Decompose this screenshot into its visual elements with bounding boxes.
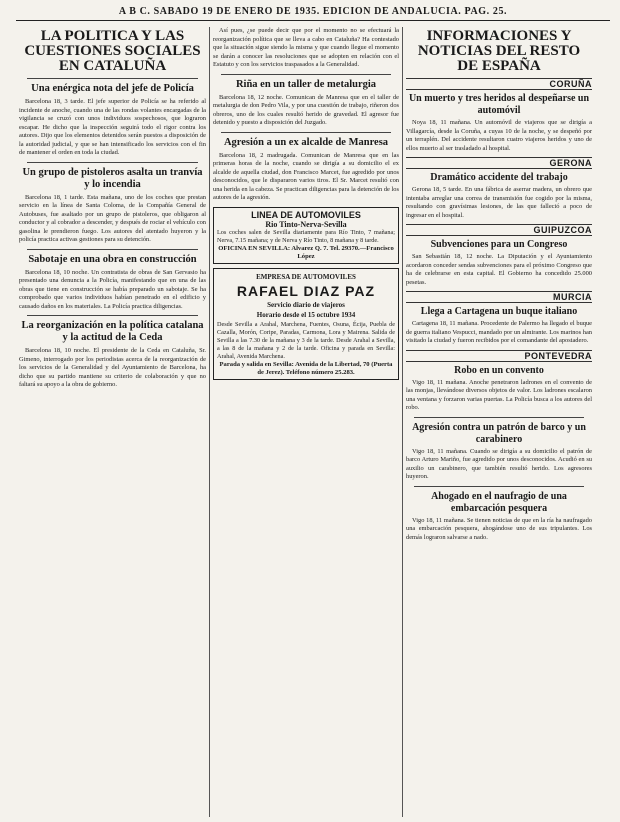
ad-service: Servicio diario de viajeros — [267, 300, 345, 309]
article-title: Una enérgica nota del jefe de Policía — [31, 83, 194, 94]
news-item — [406, 491, 592, 543]
ad-body: Los coches salen de Sevilla diariamente para Río Tinto, 7 mañana; Nerva, 7.15 mañana; y de Nerva y Río Tinto, 8 mañana y 8 tarde. — [217, 228, 395, 244]
ad-bus-line — [213, 207, 399, 264]
article — [19, 254, 206, 312]
news-item — [406, 350, 592, 413]
news-body: Vigo 18, 11 mañana. Cuando se dirigía a su domicilio el patrón de barco Arturo Mariño, fue agredido por unos desconocidos. Acudió en su auxilio un carabinero, que también resultó herido. Los agresores huyeron. — [406, 447, 592, 480]
article-title: Agresión a un ex alcalde de Manresa — [223, 136, 389, 148]
article — [19, 167, 206, 245]
divider — [27, 78, 198, 79]
news-body: Vigo 18, 11 mañana. Anoche penetraron ladrones en el convento de las monjas, llevándose diversos objetos de valor. Los ladrones escalaron una ventana y forzaron varias puertas. La Policía busca a los autores del robo. — [406, 378, 592, 411]
divider — [221, 132, 391, 133]
ad-title: LINEA DE AUTOMOVILES — [251, 209, 361, 220]
article — [19, 83, 206, 158]
ad-rafael-diaz-paz — [213, 268, 399, 380]
column-1 — [16, 27, 209, 817]
news-body: San Sebastián 18, 12 noche. La Diputación y el Ayuntamiento acordaron conceder sendas subvenciones para el próximo Congreso que ha de celebrarse en esta capital. El Gobierno ha concedido 25.000 pesetas. — [406, 253, 592, 286]
news-title: Ahogado en el naufragio de una embarcación pesquera — [431, 490, 567, 514]
running-head: A B C. SABADO 19 DE ENERO DE 1935. EDICION DE ANDALUCIA. PAG. 25. — [16, 4, 610, 21]
news-title: Un muerto y tres heridos al despeñarse un automóvil — [408, 93, 590, 116]
news-title: Dramático accidente del trabajo — [430, 172, 568, 183]
article-body: Barcelona 18, 3 tarde. El jefe superior de Policía se ha referido al incidente de anoche, cuando una de las rondas volantes encargadas de la vigilancia se cruzó con unos individuos sospechosos, que lograron escapar. He dicho que la inspección seguirá todo el rigor contra los autores. Dijo que los elementos detenidos serán puestos a disposición de la autoridad judicial, y que se han intensificado los servicios con el fin de mantener el orden en toda la ciudad. — [19, 98, 206, 156]
article-title: La reorganización en la política catalana y la actitud de la Ceda — [21, 320, 204, 343]
news-title: Llega a Cartagena un buque italiano — [420, 306, 578, 317]
news-title: Robo en un convento — [454, 364, 544, 376]
ad-body: Desde Sevilla a Arahal, Marchena, Fuentes, Osuna, Écija, Puebla de Cazalla, Morón, Coripe, Paradas, Carmona, Lora y Mairena. Salida de Sevilla a las 7.30 de la mañana y 3 de la tarde. Desde Arahal a Sevilla, a las 8 de la mañana y 2 de la tarde. Oficina y parada en Sevilla: Arahal, Avenida Marchena. — [217, 320, 395, 360]
region-label: MURCIA — [406, 291, 592, 303]
article — [19, 320, 206, 390]
news-body: Vigo 18, 11 mañana. Se tienen noticias de que en la ría ha naufragado una embarcación pesquera, ahogándose uno de sus tripulantes. Los demás lograron salvarse a nado. — [406, 516, 592, 541]
article-title: Riña en un taller de metalurgia — [235, 78, 377, 90]
headline-catalunya: LA POLITICA Y LAS CUESTIONES SOCIALES EN CATALUÑA — [24, 28, 201, 74]
news-item — [406, 157, 592, 220]
news-item — [406, 78, 592, 153]
news-body: Cartagena 18, 11 mañana. Procedente de Palermo ha llegado el buque de guerra italiano Vespucci, mandado por un almirante. Los marinos han visitado la ciudad y fueron recibidos por el comandante del apostadero. — [406, 320, 592, 344]
article — [213, 79, 399, 128]
article — [213, 137, 399, 203]
region-label: GUIPUZCOA — [406, 224, 592, 236]
article-body: Barcelona 18, 10 noche. El presidente de la Ceda en Cataluña, Sr. Gimeno, interrogado por los periodistas acerca de la reorganización de los servicios de la Generalidad y del Ayuntamiento de Barcelona, ha dicho que su partido mantiene su criterio de colaboración y que no faltará su apoyo a la obra de gobierno. — [19, 347, 206, 388]
divider — [414, 486, 584, 487]
divider — [27, 315, 198, 316]
ad-route: Rio Tinto-Nerva-Sevilla — [265, 219, 347, 229]
news-item — [406, 422, 592, 482]
ad-name: RAFAEL DIAZ PAZ — [236, 282, 376, 299]
divider — [27, 162, 198, 163]
divider — [414, 417, 584, 418]
ad-company: EMPRESA DE AUTOMOVILES — [256, 272, 356, 281]
headline-resto-espana: INFORMACIONES Y NOTICIAS DEL RESTO DE ESPAÑA — [417, 28, 581, 74]
ad-schedule-date: Horario desde el 15 octubre 1934 — [256, 310, 356, 319]
article-body: Barcelona 18, 2 madrugada. Comunican de Manresa que en las primeras horas de la noche, cuando se dirigía a su domicilio el ex alcalde de aquella ciudad, don Francisco Marcet, fue agredido por unos desconocidos, que le dispararon varios tiros. El Sr. Marcet resultó con una herida en la cabeza. Se practican diligencias para la detención de los autores de la agresión. — [213, 151, 399, 201]
article-body: Barcelona 18, 12 noche. Comunican de Manresa que en el taller de metalurgia de don Pedro Vila, y por una cuestión de trabajo, riñeron dos obreros, uno de los cuales resultó herido de gravedad. El agresor fue detenido y puesto a disposición del Juzgado. — [213, 93, 399, 126]
article-continuation: Así pues, ¿se puede decir que por el momento no se efectuará la reorganización política que se lleva a cabo en Cataluña? Ha contestado que la situación sigue siendo la misma y que cuando llegue el momento se darán a conocer las resoluciones que se adopten en relación con el Estatuto y con los servicios traspasados a la Generalidad. — [213, 27, 399, 68]
region-label: GERONA — [406, 157, 592, 169]
divider — [27, 249, 198, 250]
news-title: Subvenciones para un Congreso — [430, 239, 568, 250]
news-title: Agresión contra un patrón de barco y un carabinero — [412, 421, 586, 445]
region-label: PONTEVEDRA — [406, 350, 592, 362]
divider — [221, 74, 391, 75]
article-title: Un grupo de pistoleros asalta un tranvía y lo incendia — [22, 166, 203, 190]
news-item — [406, 224, 592, 287]
news-body: Noya 18, 11 mañana. Un automóvil de viajeros que se dirigía a Villagarcía, desde la Coruña, a cuyas 10 de la noche, y se despeñó por un terraplén. Del accidente resultaron cuatro viajeros heridos y uno de ellos muerto al ser trasladado al hospital. — [406, 119, 592, 152]
article-body: Barcelona 18, 10 noche. Un contratista de obras de San Gervasio ha presentado una denuncia a la Policía, manifestando que en una de las obras que tiene en construcción se había preparado un sabotaje. Se ha comprobado que varios individuos habían penetrado en el edificio y causado daños en los materiales. La Policía practica diligencias. — [19, 268, 206, 310]
region-label: CORUÑA — [406, 78, 592, 90]
ad-office: OFICINA EN SEVILLA: Alvarez Q. 7. Tel. 29370.—Francisco López — [218, 244, 394, 260]
article-body: Barcelona 18, 1 tarde. Esta mañana, uno de los coches que prestan servicio en la línea de Santa Coloma, de la Compañía General de Autobuses, fue asaltado por un grupo de pistoleros, que obligaron al conductor y al cobrador a descender, y después de rociar el vehículo con gasolina le prendieron fuego. Los autores del atentado huyeron y la policía practica activas gestiones para su detención. — [19, 193, 206, 243]
news-body: Gerona 18, 5 tarde. En una fábrica de aserrar madera, un obrero que intentaba arreglar una correa de transmisión fue cogido por la misma, resultando con gravísimas lesiones, de las que falleció a poco de ingresar en el hospital. — [406, 186, 592, 219]
ad-footer: Parada y salida en Sevilla: Avenida de la Libertad, 70 (Puerta de Jerez). Teléfono número 25.283. — [219, 360, 393, 376]
column-2 — [209, 27, 402, 817]
news-item — [406, 291, 592, 346]
article-title: Sabotaje en una obra en construcción — [28, 253, 197, 265]
column-3 — [402, 27, 595, 817]
